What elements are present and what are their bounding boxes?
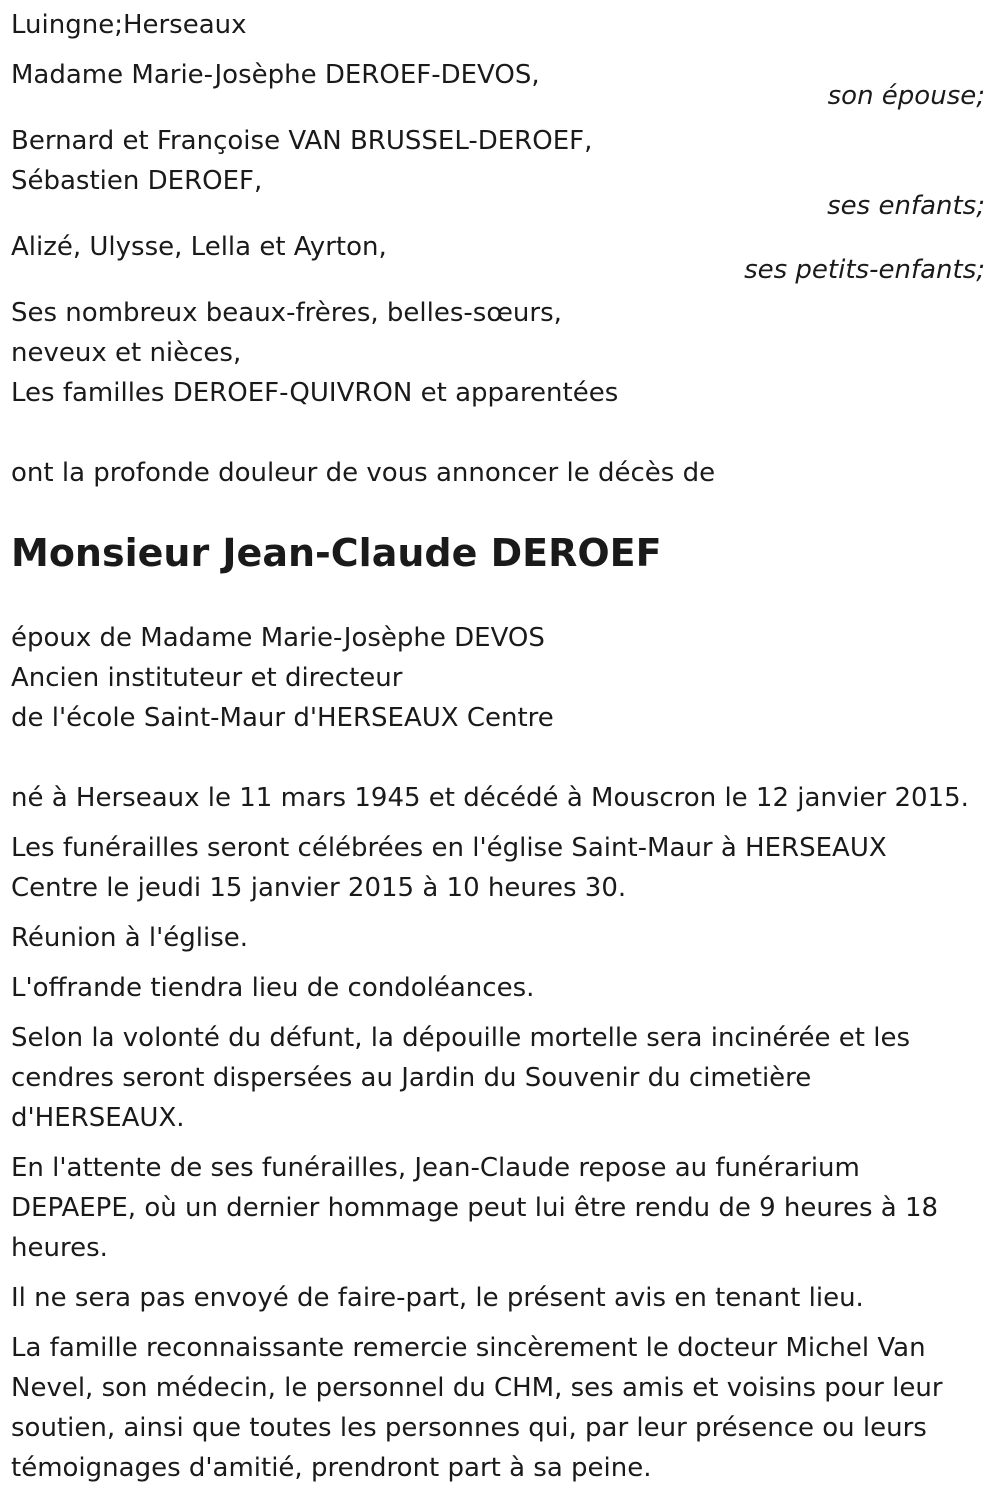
cremation-paragraph: Selon la volonté du défunt, la dépouille mortelle sera incinérée et les cendres seront dispersées au Jardin du Souvenir du cimetière d'HERSEAUX. <box>11 1023 911 1133</box>
deceased-name: Monsieur Jean-Claude DEROEF <box>11 531 662 575</box>
grandchildren-role: ses petits-enfants; <box>744 255 985 285</box>
birth-death-paragraph: né à Herseaux le 11 mars 1945 et décédé à Mouscron le 12 janvier 2015. <box>11 783 969 813</box>
extended-family-line: Ses nombreux beaux-frères, belles-sœurs, <box>11 298 562 328</box>
extended-family-line: neveux et nièces, <box>11 338 242 368</box>
extended-family-line: Les familles DEROEF-QUIVRON et apparentées <box>11 378 619 408</box>
announcement-text: ont la profonde douleur de vous annoncer le décès de <box>11 458 716 488</box>
spouse-name: Madame Marie-Josèphe DEROEF-DEVOS, <box>11 60 540 90</box>
notice-paragraph: Il ne sera pas envoyé de faire-part, le présent avis en tenant lieu. <box>11 1283 864 1313</box>
thanks-paragraph: La famille reconnaissante remercie sincèrement le docteur Michel Van Nevel, son médecin, le personnel du CHM, ses amis et voisins pour leur soutien, ainsi que toutes les personnes qui, par leur présence ou leurs témoignages d'amitié, prendront part à sa peine. <box>11 1333 943 1483</box>
obituary-notice <box>11 0 993 1488</box>
deceased-detail: Ancien instituteur et directeur <box>11 663 403 693</box>
child-name: Sébastien DEROEF, <box>11 166 263 196</box>
children-role: ses enfants; <box>827 191 985 221</box>
deceased-detail: époux de Madame Marie-Josèphe DEVOS <box>11 623 545 653</box>
location-line: Luingne;Herseaux <box>11 10 247 40</box>
grandchildren-names: Alizé, Ulysse, Lella et Ayrton, <box>11 232 387 262</box>
deceased-detail: de l'école Saint-Maur d'HERSEAUX Centre <box>11 703 554 733</box>
funeral-paragraph: Les funérailles seront célébrées en l'église Saint-Maur à HERSEAUX Centre le jeudi 15 janvier 2015 à 10 heures 30. <box>11 833 887 903</box>
meeting-paragraph: Réunion à l'église. <box>11 923 249 953</box>
offering-paragraph: L'offrande tiendra lieu de condoléances. <box>11 973 535 1003</box>
funerarium-paragraph: En l'attente de ses funérailles, Jean-Claude repose au funérarium DEPAEPE, où un dernier hommage peut lui être rendu de 9 heures à 18 heures. <box>11 1153 939 1263</box>
child-name: Bernard et Françoise VAN BRUSSEL-DEROEF, <box>11 126 593 156</box>
spouse-role: son épouse; <box>827 81 985 111</box>
